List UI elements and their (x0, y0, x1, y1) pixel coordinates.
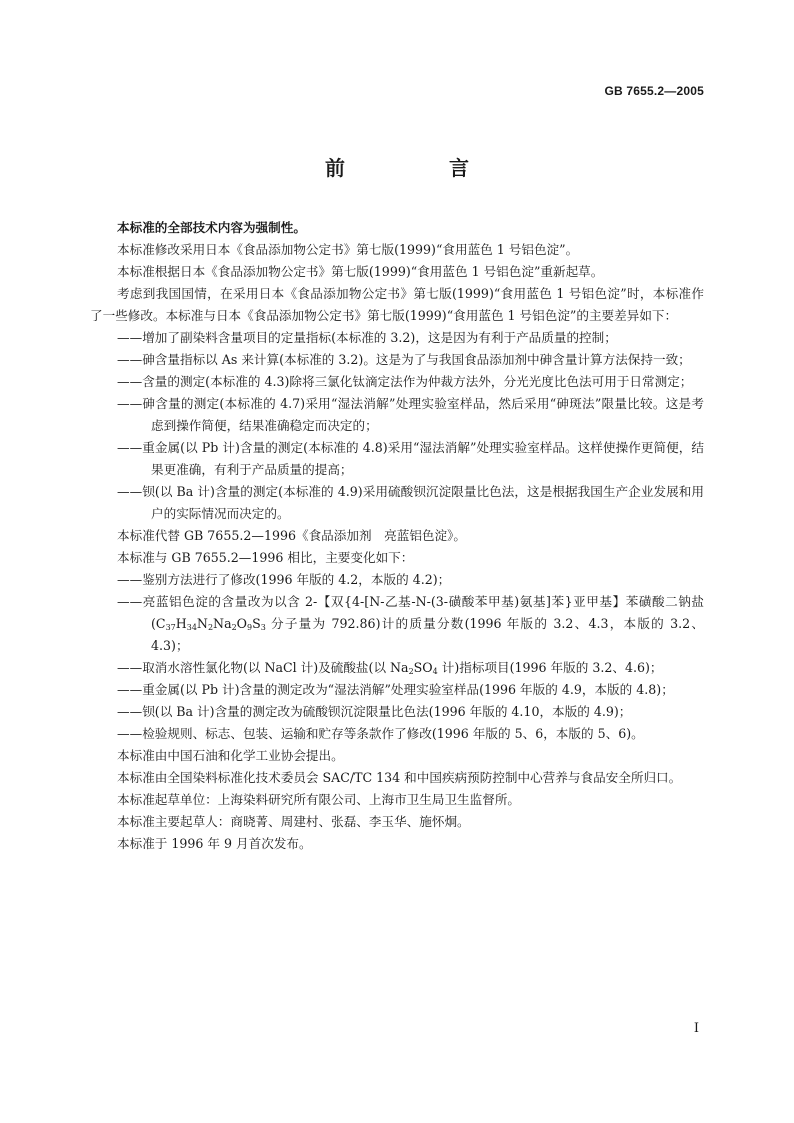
subscript: 9 (247, 623, 253, 632)
subscript: 3 (260, 623, 266, 632)
difference-item: ——增加了副染料含量项目的定量指标(本标准的 3.2)，这是因为有利于产品质量的控制； (117, 330, 617, 345)
formula-element: SO (413, 660, 433, 675)
change-item: ——检验规则、标志、包装、运输和贮存等条款作了修改(1996 年版的 5、6，本版的 5、6)。 (117, 726, 644, 741)
paragraph-technical-committee: 本标准由全国染料标准化技术委员会 SAC/TC 134 和中国疾病预防控制中心营养与食品安全所归口。 (117, 770, 682, 785)
standard-code: GB 7655.2—2005 (604, 84, 704, 98)
paragraph-first-release: 本标准于 1996 年 9 月首次发布。 (117, 836, 312, 851)
difference-item: ——含量的测定(本标准的 4.3)除将三氯化钛滴定法作为仲裁方法外，分光光度比色法可用于日常测定； (117, 374, 693, 389)
subscript: 2 (408, 667, 414, 676)
foreword-body (90, 217, 704, 855)
page-title: 前 言 (325, 156, 511, 180)
subscript: 2 (231, 623, 237, 632)
difference-item: ——钡(以 Ba 计)含量的测定(本标准的 4.9)采用硫酸钡沉淀限量比色法，这是根据我国生产企业发展和用户的实际情况而决定的。 (117, 484, 704, 521)
subscript: 34 (186, 623, 197, 632)
difference-item: ——砷含量的测定(本标准的 4.7)采用“湿法消解”处理实验室样品，然后采用“砷斑法”限量比较。这是考虑到操作简便，结果准确稳定而决定的； (117, 396, 704, 433)
change-item: ——钡(以 Ba 计)含量的测定改为硫酸钡沉淀限量比色法(1996 年版的 4.10，本版的 4.9)； (117, 704, 632, 719)
formula-element: N (196, 616, 208, 631)
formula-element: O (236, 616, 247, 631)
paragraph-replaces: 本标准代替 GB 7655.2—1996《食品添加剂 亮蓝铝色淀》。 (117, 528, 467, 543)
change-item-formula (117, 591, 704, 657)
formula-element: S (252, 616, 261, 631)
paragraph-proposer: 本标准由中国石油和化学工业协会提出。 (117, 748, 344, 763)
subscript: 37 (165, 623, 176, 632)
change-item: ——鉴别方法进行了修改(1996 年版的 4.2，本版的 4.2)； (117, 572, 451, 587)
change-item: ——重金属(以 Pb 计)含量的测定改为“湿法消解”处理实验室样品(1996 年版的 4.9，本版的 4.8)； (117, 682, 674, 697)
paragraph-drafting-basis: 本标准根据日本《食品添加物公定书》第七版(1999)“食用蓝色 1 号铝色淀”重新起草。 (117, 264, 604, 279)
change-item-chloride (117, 657, 704, 679)
subscript: 2 (207, 623, 214, 632)
text-before: ——取消水溶性氯化物(以 NaCl 计)及硫酸盐(以 Na (117, 660, 409, 675)
formula-text-before: ——亮蓝铝色淀的含量改为以含 2-【双{4-[N-乙基-N-(3-磺酸苯甲基)氨基]苯}亚甲基】苯磺酸二钠盐(C (117, 594, 704, 631)
text-after: 计)指标项目(1996 年版的 3.2、4.6)； (437, 660, 663, 675)
paragraph-drafters: 本标准主要起草人：商晓菁、周建村、张磊、李玉华、施怀炯。 (117, 814, 470, 829)
subscript: 4 (432, 667, 438, 676)
paragraph-drafting-units: 本标准起草单位：上海染料研究所有限公司、上海市卫生局卫生监督所。 (117, 792, 520, 807)
page-number: I (693, 1021, 699, 1036)
formula-element: Na (213, 616, 232, 631)
paragraph-adoption: 本标准修改采用日本《食品添加物公定书》第七版(1999)“食用蓝色 1 号铝色淀”。 (117, 242, 579, 257)
formula-text-after: 分子量为 792.86)计的质量分数(1996 年版的 3.2、4.3，本版的 3.2、4.3)； (151, 616, 704, 653)
difference-item: ——砷含量指标以 As 来计算(本标准的 3.2)。这是为了与我国食品添加剂中砷含量计算方法保持一致； (117, 352, 691, 367)
paragraph-changes-intro: 本标准与 GB 7655.2—1996 相比，主要变化如下： (117, 550, 414, 565)
paragraph-mandatory: 本标准的全部技术内容为强制性。 (117, 220, 306, 235)
paragraph-differences-intro: 考虑到我国国情，在采用日本《食品添加物公定书》第七版(1999)“食用蓝色 1 号铝色淀”时，本标准作了一些修改。本标准与日本《食品添加物公定书》第七版(1999)“食用蓝色 1 号铝色淀”的主要差异如下： (90, 286, 704, 323)
formula-element: H (175, 616, 187, 631)
difference-item: ——重金属(以 Pb 计)含量的测定(本标准的 4.8)采用“湿法消解”处理实验室样品。这样使操作更简便，结果更准确，有利于产品质量的提高； (117, 440, 704, 477)
